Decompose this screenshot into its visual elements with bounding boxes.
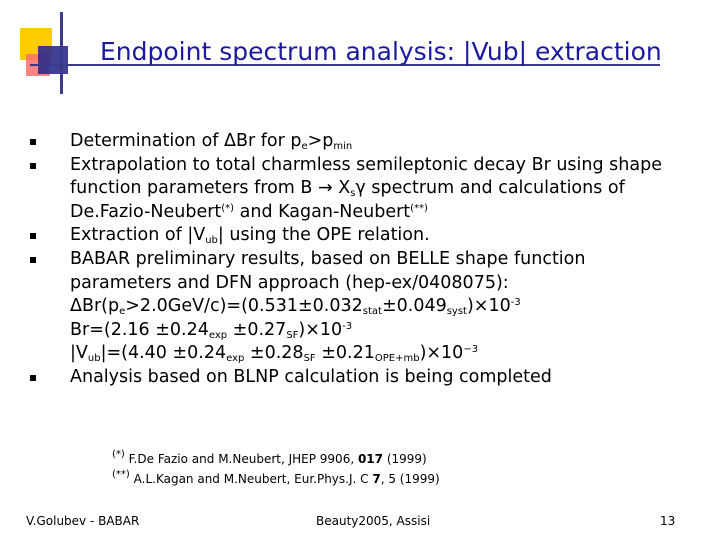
decor-blue-square [38, 46, 68, 74]
footer-author: V.Golubev - BABAR [26, 514, 140, 528]
slide-title: Endpoint spectrum analysis: |Vub| extraction [100, 37, 662, 66]
footer-event: Beauty2005, Assisi [316, 514, 431, 528]
page-number: 13 [660, 514, 676, 528]
bullet-item-determination: Determination of ΔBr for $p_e>p_{min}$ [30, 130, 690, 154]
result-vub: $|V_{ub}|=(4.40 \pm 0.24_{exp} \pm 0.28_{SF} \pm 0.21_{OPE+mb})\times 10^{-3}$ [70, 343, 479, 365]
bullet-item-extrapolation: Extrapolation to total charmless semileptonic decay Br using shape function parameters from $B \to X_s\gamma$ spectrum and calculations of De.Fazio-Neubert(*) and Kagan-Neubert(**) [30, 154, 690, 225]
bullet-item-blnp: Analysis based on BLNP calculation is being completed [30, 366, 690, 390]
bullet-list [30, 130, 690, 390]
result-br: $Br=(2.16 \pm 0.24_{exp} \pm 0.27_{SF})\times 10^{-3}$ [70, 319, 353, 341]
bullet-square-icon [30, 233, 36, 239]
bullet-item-extraction: Extraction of $|V_{ub}|$ using the OPE relation. [30, 224, 690, 248]
reference-kagan: (**) A.L.Kagan and M.Neubert, Eur.Phys.J. C 7, 5 (1999) [112, 469, 440, 486]
bullet-square-icon [30, 257, 36, 263]
bullet-square-icon [30, 139, 36, 145]
result-delta-br: $\Delta Br(p_e>2.0GeV/c)=(0.531\pm 0.032_{stat}\pm 0.049_{syst})\times 10^{-3}$ [70, 296, 521, 318]
bullet-item-babar-results: BABAR preliminary results, based on BELLE shape function parameters and DFN approach (hep-ex/0408075): $\Delta Br(p_e>2.0GeV/c)=(0.531\pm 0.032_{stat}\pm 0.049_{syst})\times 10^{-3}$ $Br=(2.16 \pm 0.24_{exp} \pm 0.27_{SF})\times 10^{-3}$ $|V_{ub}|=(4.40 \pm 0.24_{exp} \pm 0.28_{SF} \pm 0.21_{OPE+mb})\times 10^{-3}$ [30, 248, 690, 366]
bullet-square-icon [30, 163, 36, 169]
bullet-square-icon [30, 375, 36, 381]
decor-vertical-line [60, 12, 63, 94]
reference-defazio: (*) F.De Fazio and M.Neubert, JHEP 9906, 017 (1999) [112, 449, 427, 466]
references [112, 449, 632, 489]
